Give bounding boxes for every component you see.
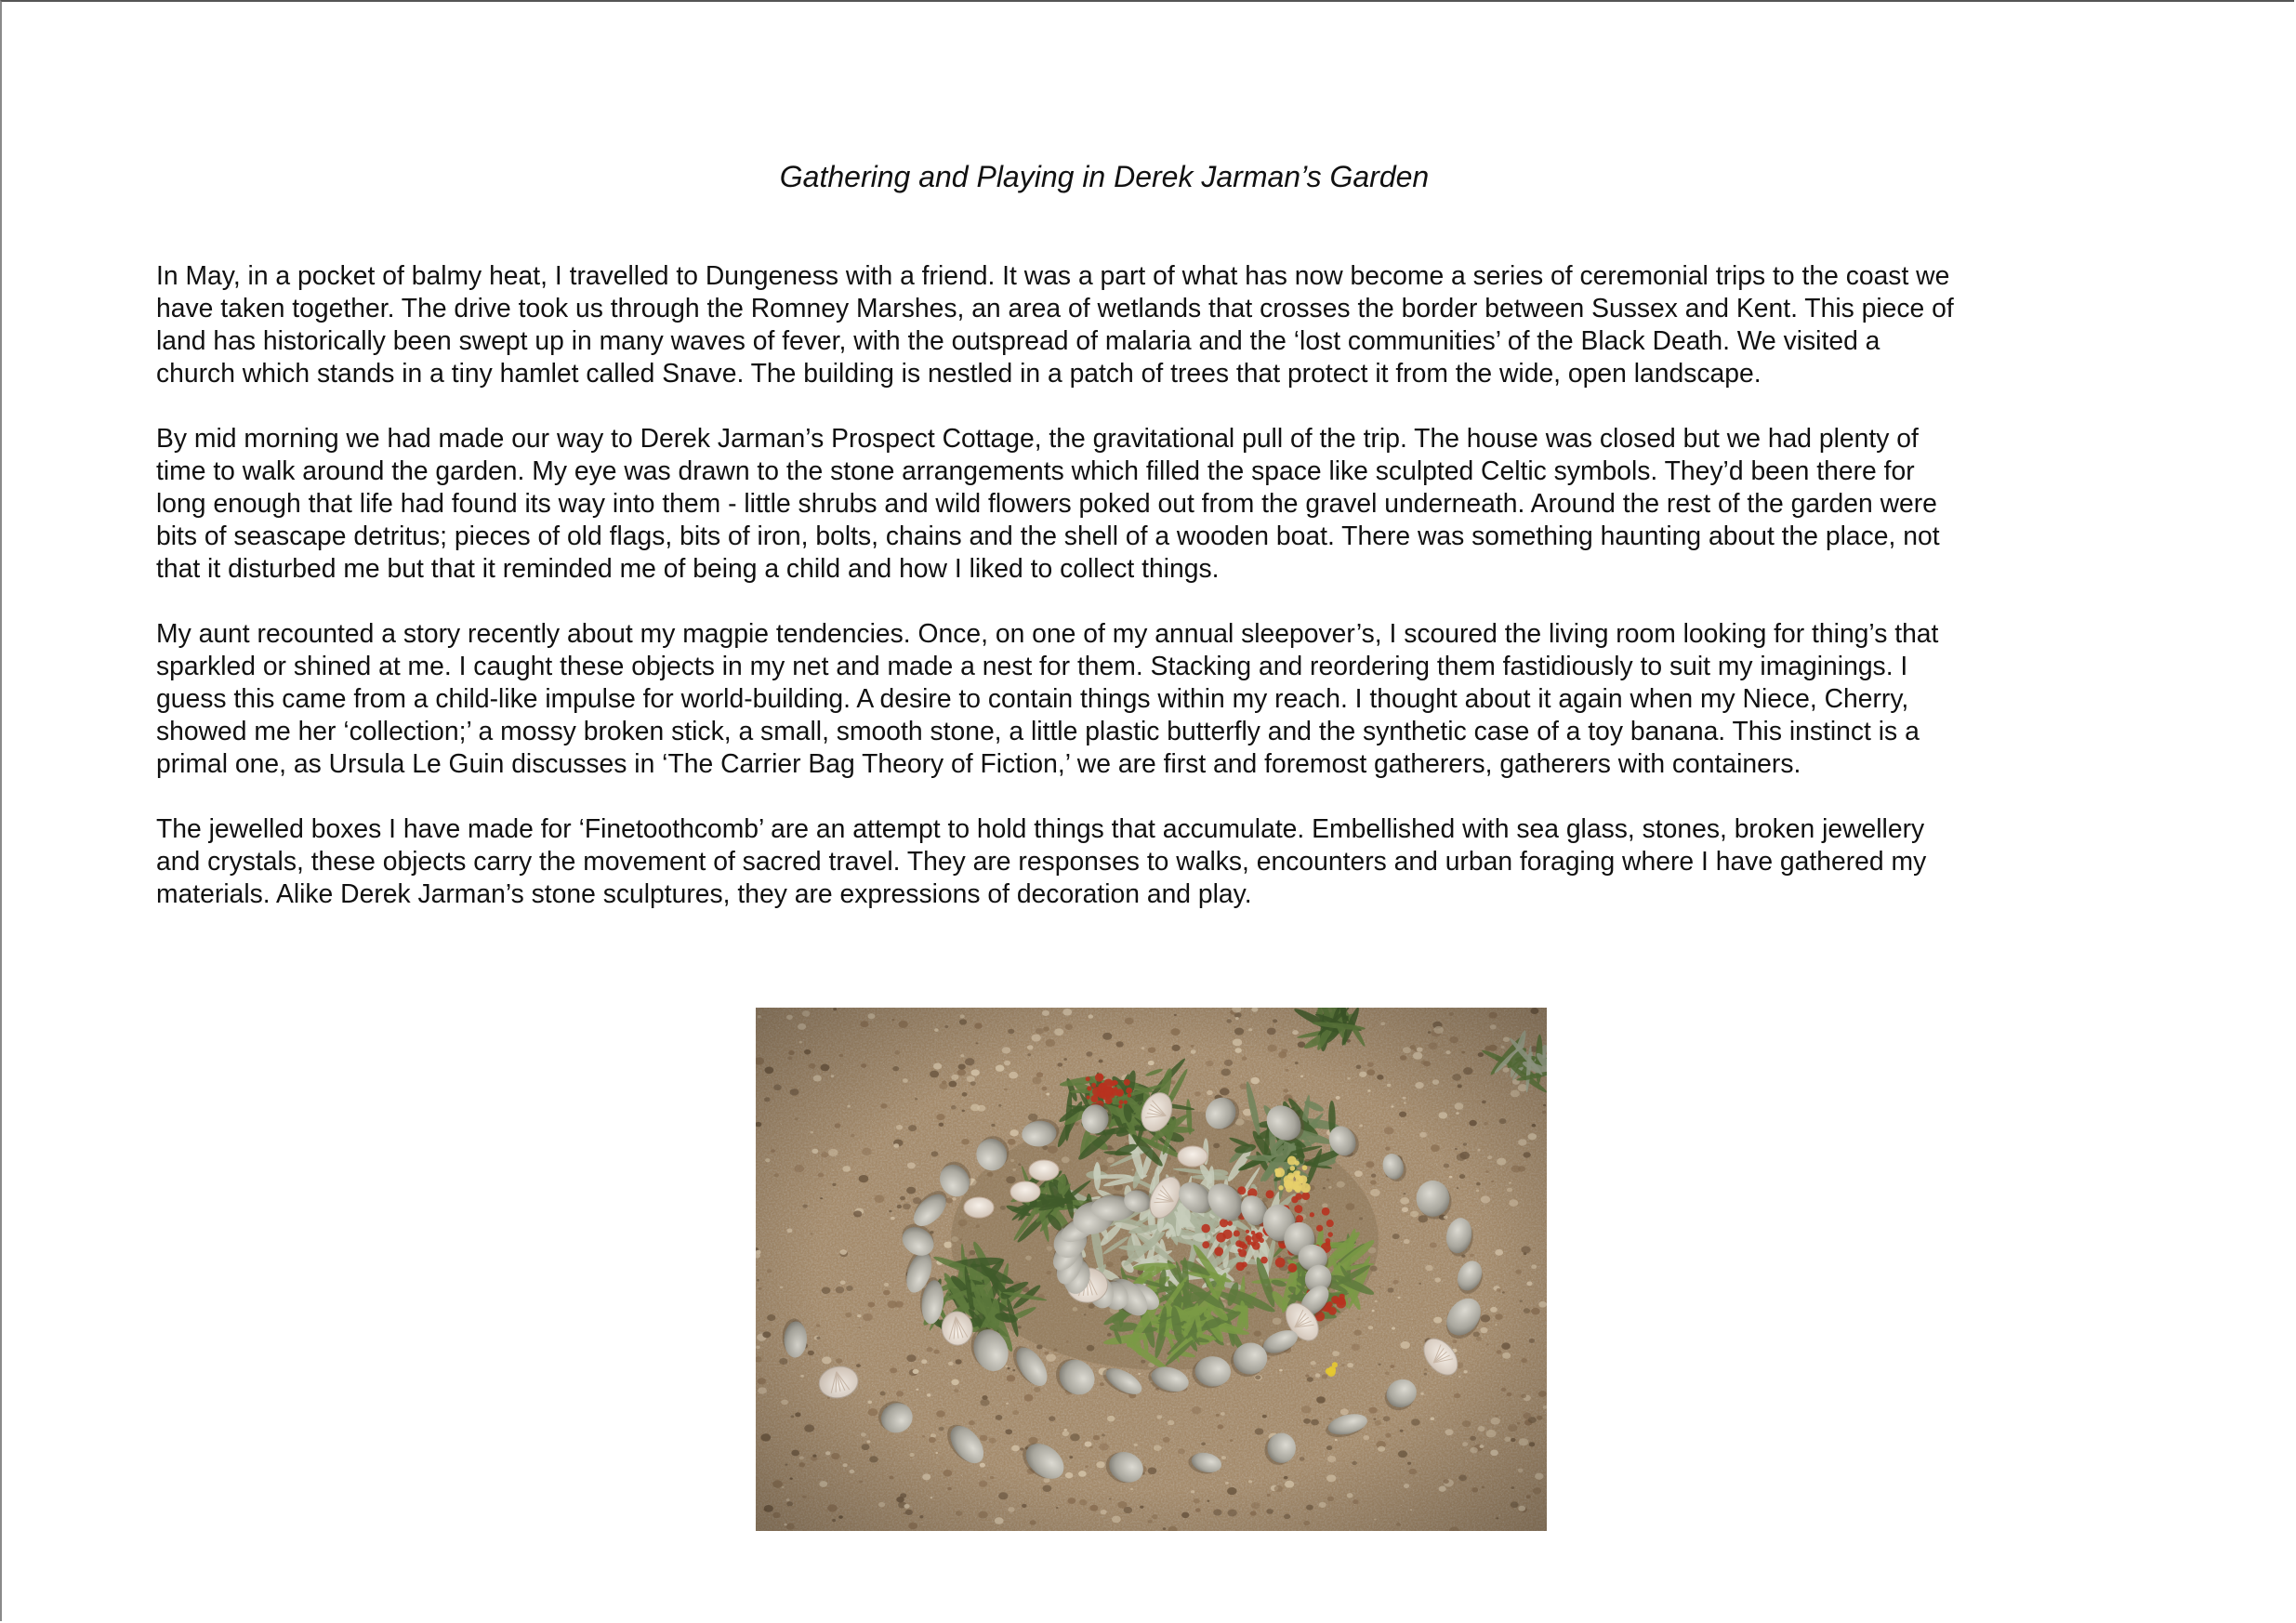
document-title: Gathering and Playing in Derek Jarman’s Garden [779,160,1430,193]
document-body [156,259,2052,943]
text-line: The jewelled boxes I have made for ‘Finetoothcomb’ are an attempt to hold things that accumulate. Embellished with sea glass, stones, broken jewellery [156,813,1925,843]
text-line: bits of seascape detritus; pieces of old flags, bits of iron, bolts, chains and the shell of a wooden boat. There was something haunting about the place, not [156,521,1940,550]
paragraph-2 [156,422,2052,585]
text-line: In May, in a pocket of balmy heat, I travelled to Dungeness with a friend. It was a part of what has now become a series of ceremonial trips to the coast we [156,260,1950,290]
photo-vignette [756,1008,1547,1531]
text-line: long enough that life had found its way into them - little shrubs and wild flowers poked out from the gravel underneath. Around the rest of the garden were [156,488,1937,518]
text-line: materials. Alike Derek Jarman’s stone sculptures, they are expressions of decoration and play. [156,878,1252,908]
paragraph-1 [156,259,2052,389]
text-line: time to walk around the garden. My eye was drawn to the stone arrangements which filled the space like sculpted Celtic symbols. They’d been there for [156,455,1915,485]
text-line: showed me her ‘collection;’ a mossy broken stick, a small, smooth stone, a little plastic butterfly and the synthetic case of a toy banana. This instinct is a [156,716,1920,746]
text-line: that it disturbed me but that it reminded me of being a child and how I liked to collect things. [156,553,1220,583]
text-line: sparkled or shined at me. I caught these objects in my net and made a nest for them. Stacking and reordering them fastidiously to suit my imaginings. I [156,651,1908,680]
text-line: land has historically been swept up in many waves of fever, with the outspread of malaria and the ‘lost communities’ of the Black Death. We visited a [156,325,1880,355]
text-line: primal one, as Ursula Le Guin discusses in ‘The Carrier Bag Theory of Fiction,’ we are first and foremost gatherers, gatherers with containers. [156,748,1801,778]
stone-spiral-garden-image [756,1008,1547,1531]
text-line: church which stands in a tiny hamlet called Snave. The building is nestled in a patch of trees that protect it from the wide, open landscape. [156,358,1762,388]
paragraph-3 [156,617,2052,780]
paragraph-4 [156,812,2052,910]
text-line: My aunt recounted a story recently about my magpie tendencies. Once, on one of my annual sleepover’s, I scoured the living room looking for thing’s that [156,618,1939,648]
text-line: By mid morning we had made our way to Derek Jarman’s Prospect Cottage, the gravitational pull of the trip. The house was closed but we had plenty of [156,423,1919,453]
text-line: guess this came from a child-like impulse for world-building. A desire to contain things within my reach. I thought about it again when my Niece, Cherry, [156,683,1909,713]
text-line: have taken together. The drive took us through the Romney Marshes, an area of wetlands that crosses the border between Sussex and Kent. This piece of [156,293,1954,323]
garden-photo [756,1008,1547,1531]
text-line: and crystals, these objects carry the movement of sacred travel. They are responses to walks, encounters and urban foraging where I have gathered my [156,846,1927,876]
